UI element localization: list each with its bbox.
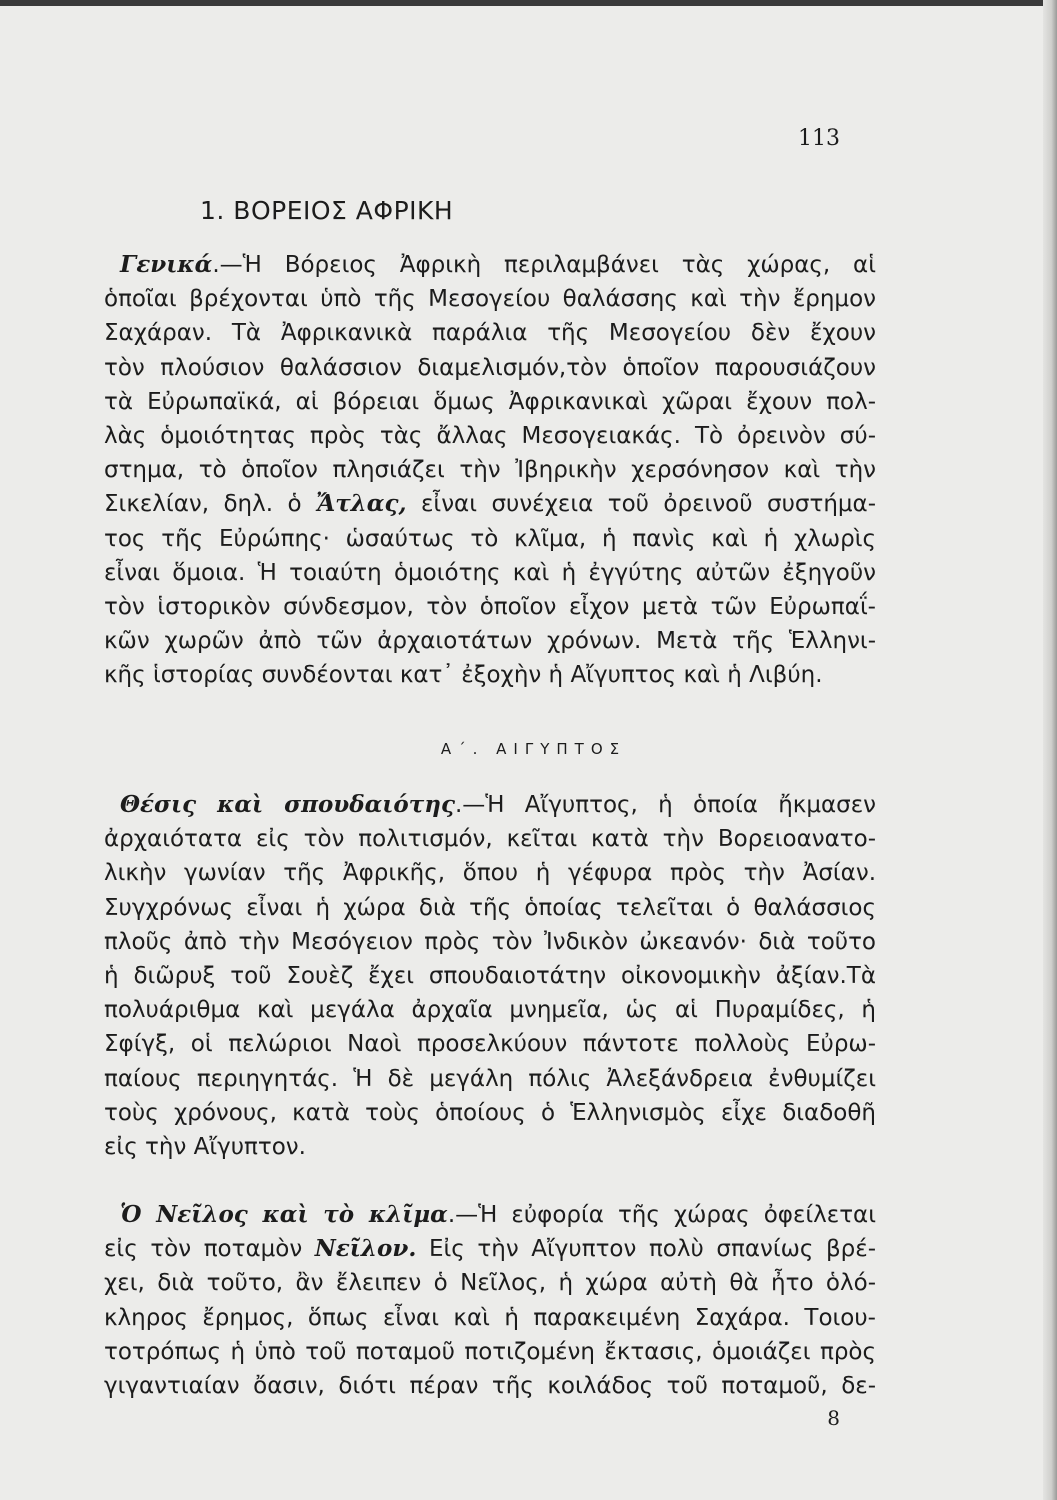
intro-line: κῆς ἱστορίας συνδέονται κατ᾿ ἐξοχὴν ἡ Αἴγυπτος καὶ ἡ Λιβύη. [104,662,823,689]
nile-line-2-end: Εἰς τὴν Αἴγυπτον πολὺ σπανίως βρέ- [416,1236,876,1263]
position-heading: Θέσις καὶ σπουδαιότης [120,791,455,818]
nile-line-1 [104,1198,876,1232]
nile-paragraph [104,1198,876,1403]
position-line-1 [104,788,876,822]
scan-top-edge [0,0,1057,6]
nile-heading: Ὁ Νεῖλος καὶ τὸ κλῖμα [120,1201,448,1228]
position-line: Σφίγξ, οἱ πελώριοι Ναοὶ προσελκύουν πάντοτε πολλοὺς Εὐρω- [104,1031,876,1058]
intro-line: τὰ Εὐρωπαϊκά, αἱ βόρειαι ὅμως Ἀφρικανικαὶ χῶραι ἔχουν πολ- [104,388,876,415]
position-line: τοὺς χρόνους, κατὰ τοὺς ὁποίους ὁ Ἑλληνισμὸς εἶχε διαδοθῆ [104,1099,876,1126]
intro-line: ὁποῖαι βρέχονται ὑπὸ τῆς Μεσογείου θαλάσσης καὶ τὴν ἔρημον [104,286,876,313]
position-paragraph [104,788,876,1164]
intro-line: λὰς ὁμοιότητας πρὸς τὰς ἄλλας Μεσογειακάς. Τὸ ὀρεινὸν σύ- [104,422,876,449]
intro-line: στημα, τὸ ὁποῖον πλησιάζει τὴν Ἰβηρικὴν χερσόνησον καὶ τὴν [104,457,876,484]
position-line-1-text: .—Ἡ Αἴγυπτος, ἡ ὁποία ἤκμασεν [454,792,877,818]
nile-line: τοτρόπως ἡ ὑπὸ τοῦ ποταμοῦ ποτιζομένη ἔκτασις, ὁμοιάζει πρὸς [104,1338,876,1365]
position-line: εἰς τὴν Αἴγυπτον. [104,1133,306,1160]
position-line: παίους περιηγητάς. Ἡ δὲ μεγάλη πόλις Ἀλεξάνδρεια ἐνθυμίζει [104,1065,876,1092]
nile-line-2 [104,1232,876,1266]
intro-line: κῶν χωρῶν ἀπὸ τῶν ἀρχαιοτάτων χρόνων. Μετὰ τῆς Ἑλληνι- [104,628,876,655]
intro-line-8 [104,487,876,521]
atlas-term: Ἄτλας, [316,490,407,518]
position-line: πλοῦς ἀπὸ τὴν Μεσόγειον πρὸς τὸν Ἰνδικὸν ὠκεανόν· διὰ τοῦτο [104,928,876,955]
nile-line: κληρος ἔρημος, ὅπως εἶναι καὶ ἡ παρακειμένη Σαχάρα. Τοιου- [104,1304,876,1331]
page-number: 113 [798,126,840,151]
chapter-title: 1. ΒΟΡΕΙΟΣ ΑΦΡΙΚΗ [200,196,454,225]
intro-line-8-end: εἶναι συνέχεια τοῦ ὀρεινοῦ συστήμα- [406,491,876,518]
intro-line-1 [104,248,876,282]
intro-paragraph [104,248,876,692]
position-line: ἀρχαιότατα εἰς τὸν πολιτισμόν, κεῖται κατὰ τὴν Βορειοανατο- [104,826,876,853]
nile-line-2-start: εἰς τὸν ποταμὸν [104,1236,315,1263]
intro-line: εἶναι ὅμοια. Ἡ τοιαύτη ὁμοιότης καὶ ἡ ἐγγύτης αὐτῶν ἐξηγοῦν [104,559,876,586]
nile-line: χει, διὰ τοῦτο, ἂν ἔλειπεν ὁ Νεῖλος, ἡ χώρα αὐτὴ θὰ ἦτο ὁλό- [104,1270,876,1297]
intro-line: τὸν ἱστορικὸν σύνδεσμον, τὸν ὁποῖον εἶχον μετὰ τῶν Εὐρωπαΐ- [104,593,876,620]
position-line: Συγχρόνως εἶναι ἡ χώρα διὰ τῆς ὁποίας τελεῖται ὁ θαλάσσιος [104,894,876,921]
position-line: λικὴν γωνίαν τῆς Ἀφρικῆς, ὅπου ἡ γέφυρα πρὸς τὴν Ἀσίαν. [104,860,876,887]
intro-heading: Γενικά [120,251,213,278]
intro-line: τος τῆς Εὐρώπης· ὡσαύτως τὸ κλῖμα, ἡ πανὶς καὶ ἡ χλωρὶς [104,525,876,552]
signature-mark: 8 [827,1406,840,1430]
nile-term: Νεῖλον. [314,1235,417,1263]
intro-line-8-start: Σικελίαν, δηλ. ὁ [104,491,317,518]
position-line: πολυάριθμα καὶ μεγάλα ἀρχαῖα μνημεῖα, ὡς αἱ Πυραμίδες, ἡ [104,997,876,1024]
intro-line: τὸν πλούσιον θαλάσσιον διαμελισμόν,τὸν ὁποῖον παρουσιάζουν [104,354,876,381]
intro-line: Σαχάραν. Τὰ Ἀφρικανικὰ παράλια τῆς Μεσογείου δὲν ἔχουν [104,320,876,347]
nile-line-1-text: .—Ἡ εὐφορία τῆς χώρας ὀφείλεται [447,1202,876,1228]
intro-line-1-text: .—Ἡ Βόρειος Ἀφρικὴ περιλαμβάνει τὰς χώρας, αἱ [212,252,876,278]
nile-line: γιγαντιαίαν ὄασιν, διότι πέραν τῆς κοιλάδος τοῦ ποταμοῦ, δε- [104,1372,876,1399]
section-title: Α΄. ΑΙΓΥΠΤΟΣ [440,740,627,758]
position-line: ἡ διῶρυξ τοῦ Σουὲζ ἔχει σπουδαιοτάτην οἰκονομικὴν ἀξίαν.Τὰ [104,962,876,989]
